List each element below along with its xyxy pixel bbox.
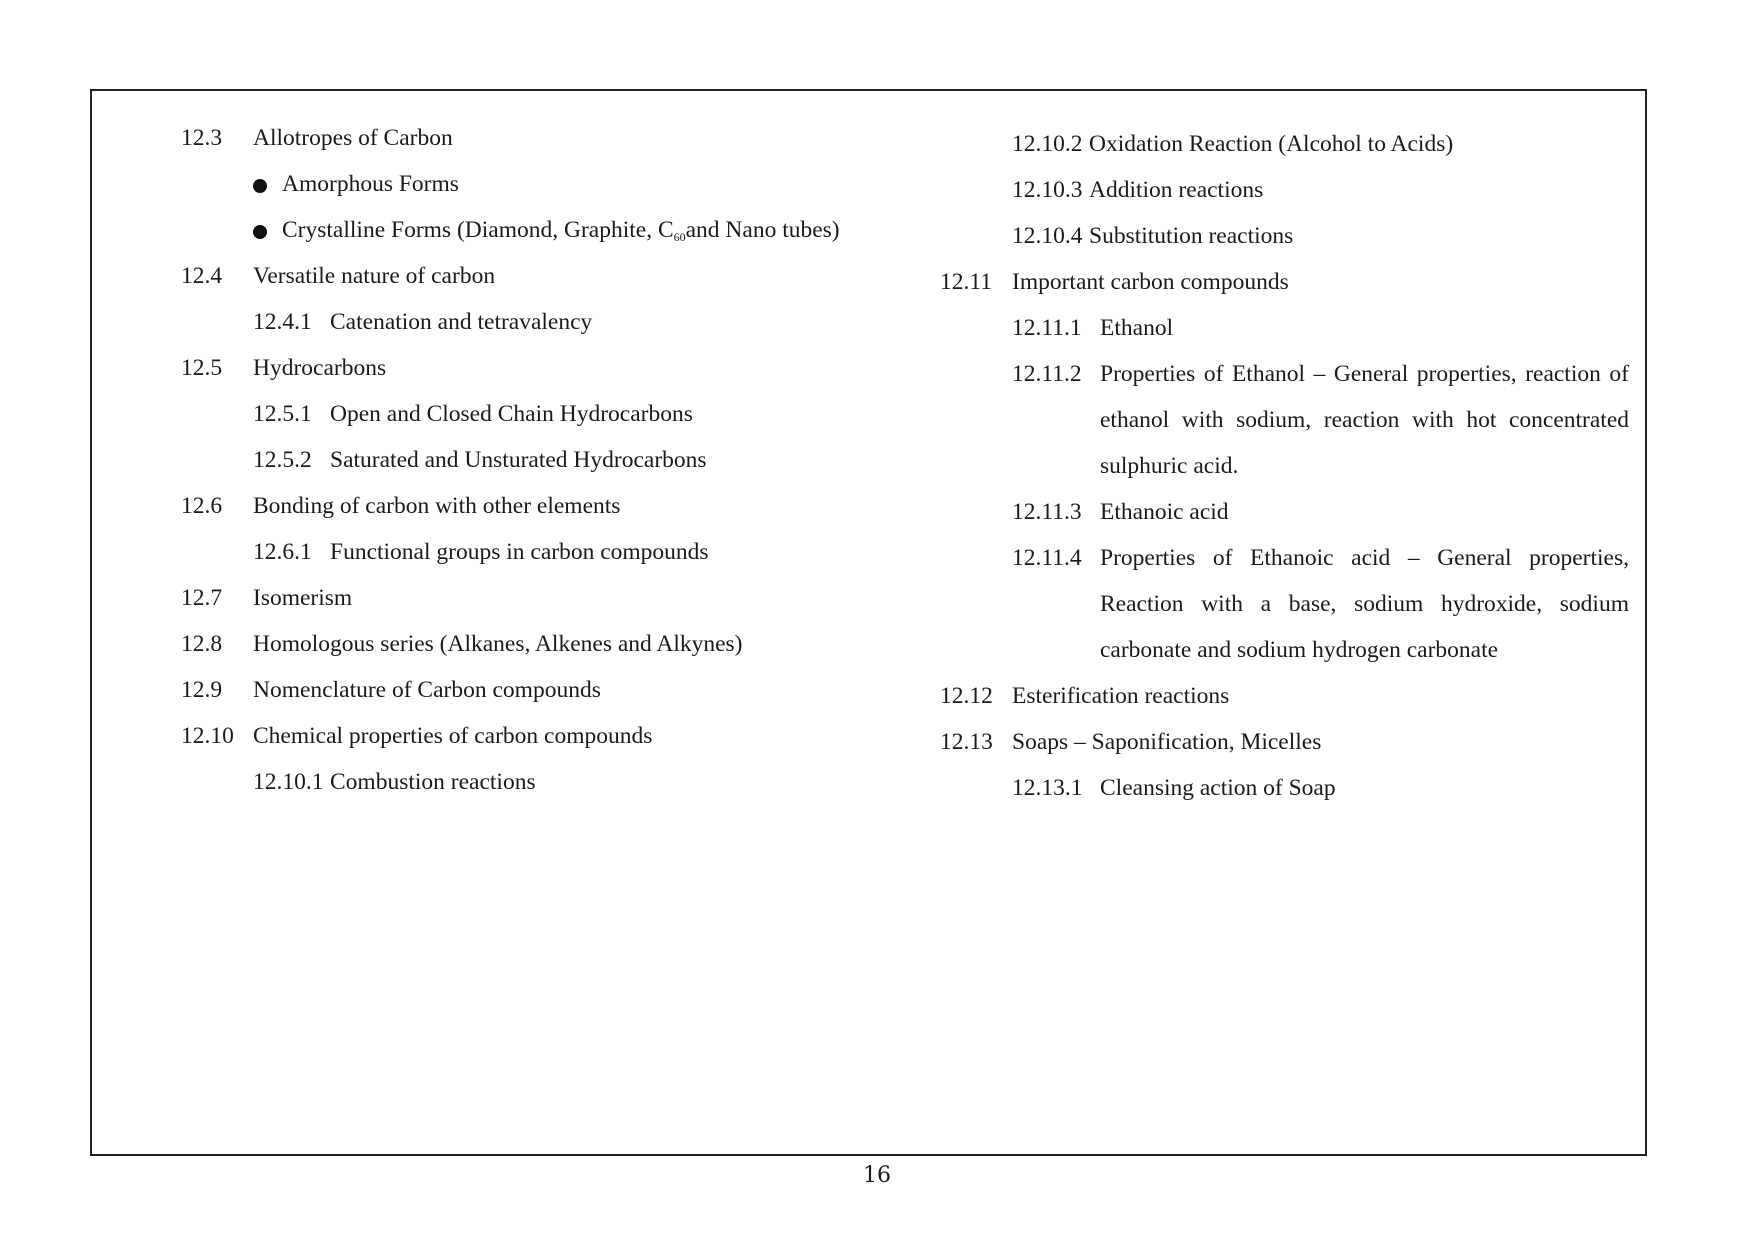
section-title: Open and Closed Chain Hydrocarbons — [330, 401, 693, 427]
section-number: 12.7 — [181, 585, 223, 611]
section-title: Nomenclature of Carbon compounds — [253, 677, 601, 703]
section-title: Substitution reactions — [1089, 223, 1294, 249]
section-title: Versatile nature of carbon — [253, 263, 496, 289]
section-title-line-3: sulphuric acid. — [1100, 453, 1239, 479]
section-title: Soaps – Saponification, Micelles — [1012, 729, 1322, 755]
section-title: Hydrocarbons — [253, 355, 387, 381]
section-number: 12.6.1 — [253, 539, 312, 565]
section-title: Important carbon compounds — [1012, 269, 1289, 295]
section-title: Chemical properties of carbon compounds — [253, 723, 653, 749]
section-number: 12.9 — [181, 677, 223, 703]
section-number: 12.5.2 — [253, 447, 312, 473]
section-number: 12.6 — [181, 493, 223, 519]
section-title: Saturated and Unsturated Hydrocarbons — [330, 447, 707, 473]
bullet-icon — [253, 179, 267, 193]
section-number: 12.13.1 — [1012, 775, 1083, 801]
section-title: Ethanoic acid — [1100, 499, 1229, 525]
section-title: Cleansing action of Soap — [1100, 775, 1336, 801]
section-number: 12.8 — [181, 631, 223, 657]
section-number: 12.10.4 — [1012, 223, 1083, 249]
section-number: 12.3 — [181, 125, 223, 151]
section-title-line-2: Reaction with a base, sodium hydroxide, sodium — [1100, 591, 1629, 617]
section-title: Allotropes of Carbon — [253, 125, 453, 151]
bullet-text: Crystalline Forms (Diamond, Graphite, $C_{60}and$ Nano tubes) — [282, 217, 840, 244]
section-title: Ethanol — [1100, 315, 1174, 341]
section-number: 12.11.4 — [1012, 545, 1082, 571]
section-number: 12.13 — [940, 729, 993, 755]
section-number: 12.5 — [181, 355, 223, 381]
page-number: 16 — [863, 1163, 891, 1188]
section-title: Combustion reactions — [330, 769, 536, 795]
section-number: 12.4 — [181, 263, 223, 289]
bullet-icon — [253, 225, 267, 239]
section-number: 12.10.1 — [253, 769, 324, 795]
section-number: 12.10 — [181, 723, 234, 749]
section-title-line-3: carbonate and sodium hydrogen carbonate — [1100, 637, 1499, 663]
section-title: Isomerism — [253, 585, 353, 611]
section-title-line-1: Properties of Ethanol – General properties, reaction of — [1100, 361, 1629, 387]
section-title: Catenation and tetravalency — [330, 309, 593, 335]
section-number: 12.11.2 — [1012, 361, 1082, 387]
section-title-line-1: Properties of Ethanoic acid – General properties, — [1100, 545, 1629, 571]
section-number: 12.11 — [940, 269, 993, 295]
bullet-text: Amorphous Forms — [282, 171, 459, 197]
section-number: 12.5.1 — [253, 401, 312, 427]
section-number: 12.10.3 — [1012, 177, 1083, 203]
section-title-line-2: ethanol with sodium, reaction with hot concentrated — [1100, 407, 1629, 433]
section-title: Functional groups in carbon compounds — [330, 539, 709, 565]
section-title: Homologous series (Alkanes, Alkenes and Alkynes) — [253, 631, 743, 657]
section-number: 12.12 — [940, 683, 993, 709]
section-title: Esterification reactions — [1012, 683, 1230, 709]
section-number: 12.11.3 — [1012, 499, 1082, 525]
section-title: Addition reactions — [1089, 177, 1264, 203]
section-number: 12.4.1 — [253, 309, 312, 335]
section-title: Oxidation Reaction (Alcohol to Acids) — [1089, 131, 1454, 157]
section-number: 12.11.1 — [1012, 315, 1082, 341]
section-title: Bonding of carbon with other elements — [253, 493, 621, 519]
section-number: 12.10.2 — [1012, 131, 1083, 157]
